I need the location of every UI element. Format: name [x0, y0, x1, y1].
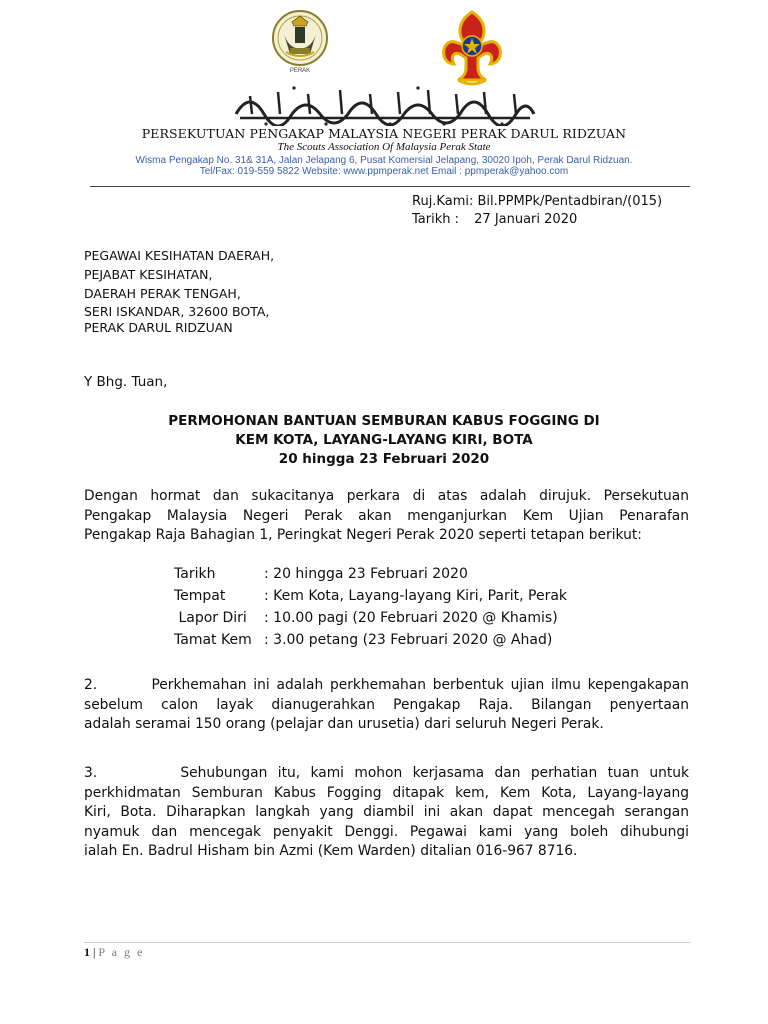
recipient-line: PEJABAT KESIHATAN,: [84, 267, 213, 282]
recipient-line: PERAK DARUL RIDZUAN: [84, 320, 233, 335]
organization-contact: Tel/Fax: 019-559 5822 Website: www.ppmperak.net Email : ppmperak@yahoo.com: [199, 166, 569, 177]
letter-title-line: PERMOHONAN BANTUAN SEMBURAN KABUS FOGGING DI: [168, 413, 600, 429]
paragraph-line: ialah En. Badrul Hisham bin Azmi (Kem Warden) ditalian 016-967 8716.: [84, 843, 578, 859]
detail-value: : Kem Kota, Layang-layang Kiri, Parit, Perak: [264, 588, 568, 604]
organization-subtitle: The Scouts Association Of Malaysia Perak State: [277, 141, 491, 153]
detail-value: : 20 hingga 23 Februari 2020: [264, 566, 468, 582]
paragraph-line: perkhidmatan Semburan Kabus Fogging ditapak kem, Kem Kota, Layang-layang: [84, 784, 689, 801]
paragraph-line: Dengan hormat dan sukacitanya perkara di atas adalah dirujuk. Persekutuan: [84, 488, 689, 504]
perak-crest-emblem: [270, 8, 330, 80]
detail-label: Tamat Kem: [174, 632, 252, 648]
letter-title-line: KEM KOTA, LAYANG-LAYANG KIRI, BOTA: [235, 432, 533, 448]
reference-line: [412, 194, 662, 209]
letterhead-divider: [90, 186, 690, 187]
paragraph-line: 2. Perkhemahan ini adalah perkhemahan berbentuk ujian ilmu kepengakapan: [84, 677, 689, 693]
paragraph-line: Pengakap Malaysia Negeri Perak akan menganjurkan Kem Ujian Penarafan: [84, 507, 689, 524]
date-line: [412, 212, 577, 227]
detail-label: Tempat: [174, 588, 226, 604]
jawi-script-banner: [230, 84, 540, 126]
page-separator: |: [90, 945, 99, 959]
paragraph-line: adalah seramai 150 orang (pelajar dan urusetia) dari seluruh Negeri Perak.: [84, 716, 604, 732]
detail-row: [174, 566, 468, 582]
organization-address: Wisma Pengakap No. 31& 31A, Jalan Jelapang 6, Pusat Komersial Jelapang, 30020 Ipoh, Perak Darul Ridzuan.: [135, 155, 633, 166]
paragraph-intro: [84, 487, 689, 546]
detail-label: Tarikh: [174, 566, 216, 582]
date-label: Tarikh :: [412, 212, 459, 227]
scout-emblem: [436, 8, 508, 88]
paragraph-line: Pengakap Raja Bahagian 1, Peringkat Negeri Perak 2020 seperti tetapan berikut:: [84, 527, 642, 543]
detail-label: Lapor Diri: [174, 610, 247, 626]
reference-label: Ruj.Kami:: [412, 194, 474, 209]
salutation: Y Bhg. Tuan,: [84, 374, 168, 390]
detail-value: : 10.00 pagi (20 Februari 2020 @ Khamis): [264, 610, 558, 626]
emblem-caption: PERAK: [289, 68, 311, 74]
letter-title-line: 20 hingga 23 Februari 2020: [278, 451, 490, 467]
detail-value: : 3.00 petang (23 Februari 2020 @ Ahad): [264, 632, 553, 648]
page-number: 1: [84, 945, 90, 959]
paragraph-3: [84, 764, 689, 862]
footer-divider: [84, 942, 690, 943]
organization-name: PERSEKUTUAN PENGAKAP MALAYSIA NEGERI PERAK DARUL RIDZUAN: [141, 126, 627, 141]
paragraph-line: sebelum calon layak dianugerahkan Pengakap Raja. Bilangan penyertaan: [84, 696, 689, 713]
paragraph-line: Kiri, Bota. Diharapkan langkah yang diambil ini akan dapat mencegah serangan: [84, 804, 689, 820]
detail-row: [174, 610, 558, 626]
recipient-line: PEGAWAI KESIHATAN DAERAH,: [84, 248, 275, 263]
paragraph-line: nyamuk dan mencegak penyakit Denggi. Pegawai kami yang boleh dihubungi: [84, 823, 689, 840]
paragraph-line: 3. Sehubungan itu, kami mohon kerjasama dan perhatian tuan untuk: [84, 765, 689, 781]
page-footer: [84, 945, 144, 960]
page-label: P a g e: [98, 945, 145, 959]
recipient-line: DAERAH PERAK TENGAH,: [84, 286, 241, 301]
reference-value: Bil.PPMPk/Pentadbiran/(015): [477, 194, 663, 209]
date-value: 27 Januari 2020: [474, 212, 578, 227]
paragraph-2: [84, 676, 689, 735]
recipient-line: SERI ISKANDAR, 32600 BOTA,: [84, 304, 270, 319]
detail-row: [174, 632, 552, 648]
detail-row: [174, 588, 567, 604]
